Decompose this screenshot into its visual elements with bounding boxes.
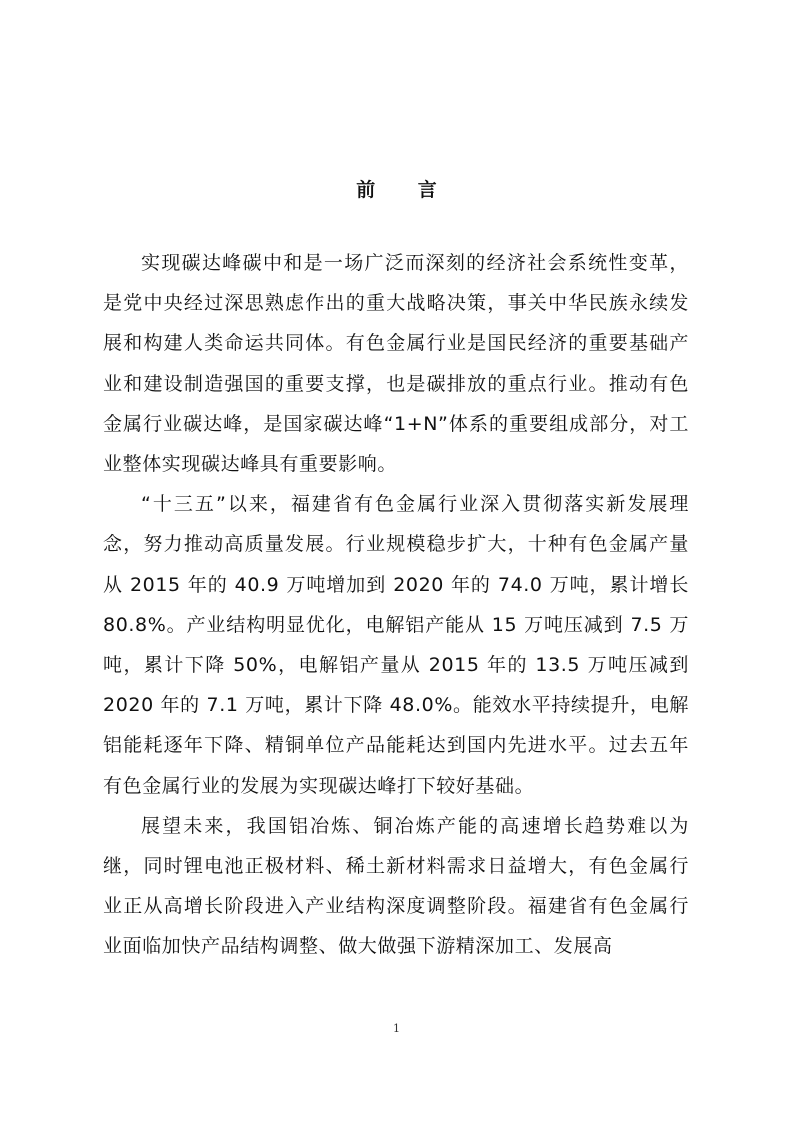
paragraph-progress: “十三五”以来，福建省有色金属行业深入贯彻落实新发展理念，努力推动高质量发展。行业规模稳步扩大，十种有色金属产量从 2015 年的 40.9 万吨增加到 2020 年的 74.0 万吨，累计增长 80.8%。产业结构明显优化，电解铝产能从 15 万吨压减到 7.5 万吨，累计下降 50%，电解铝产量从 2015 年的 13.5 万吨压减到 2020 年的 7.1 万吨，累计下降 48.0%。能效水平持续提升，电解铝能耗逐年下降、精铜单位产品能耗达到国内先进水平。过去五年有色金属行业的发展为实现碳达峰打下较好基础。: [103, 493, 689, 797]
paragraph-intro: 实现碳达峰碳中和是一场广泛而深刻的经济社会系统性变革，是党中央经过深思熟虑作出的重大战略决策，事关中华民族永续发展和构建人类命运共同体。有色金属行业是国民经济的重要基础产业和建设制造强国的重要支撑，也是碳排放的重点行业。推动有色金属行业碳达峰，是国家碳达峰“1+N”体系的重要组成部分，对工业整体实现碳达峰具有重要影响。: [103, 252, 689, 476]
page-number: 1: [393, 1022, 400, 1035]
document-body: [103, 243, 689, 967]
paragraph-outlook: 展望未来，我国铝冶炼、铜冶炼产能的高速增长趋势难以为继，同时锂电池正极材料、稀土新材料需求日益增大，有色金属行业正从高增长阶段进入产业结构深度调整阶段。福建省有色金属行业面临加快产品结构调整、做大做强下游精深加工、发展高: [103, 814, 689, 958]
page-title: 前 言: [356, 179, 455, 201]
